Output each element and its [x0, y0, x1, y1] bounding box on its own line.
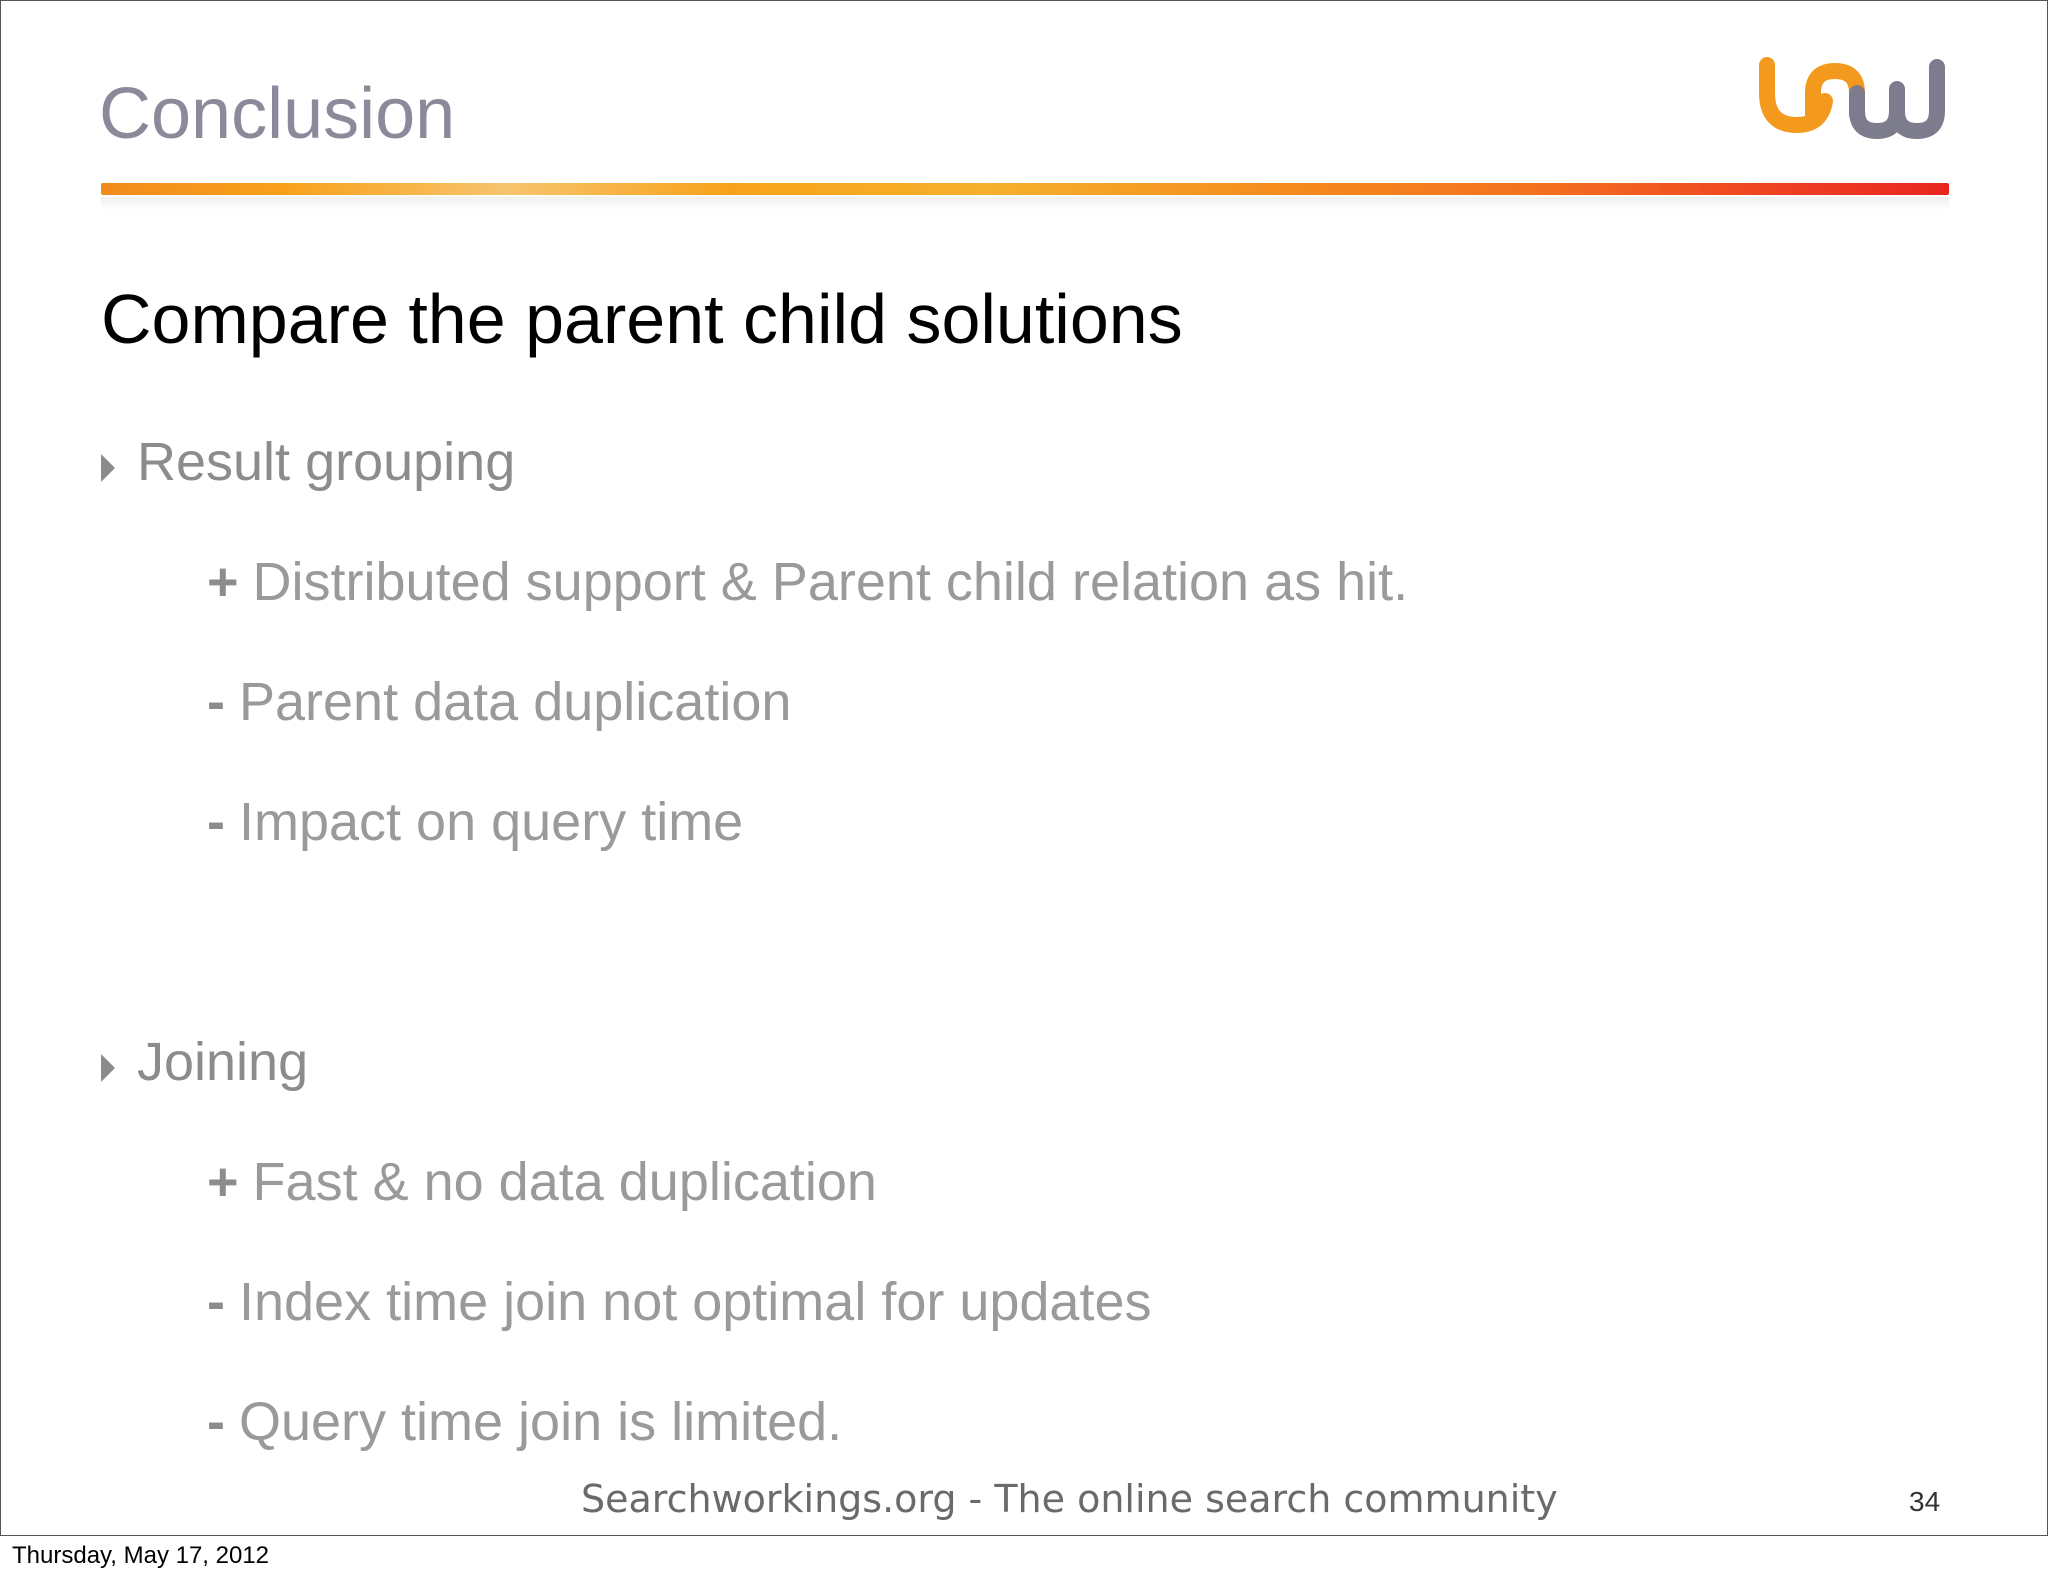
title-rule [101, 183, 1949, 195]
sub-point [207, 1267, 1152, 1337]
bullet-heading: Result grouping [137, 432, 516, 492]
minus-mark: - [207, 1272, 225, 1332]
triangle-bullet-icon [101, 1054, 115, 1082]
sub-point [207, 787, 743, 857]
slide-subtitle: Compare the parent child solutions [101, 280, 1183, 358]
sub-point [207, 547, 1408, 617]
sub-point-text: Query time join is limited. [238, 1392, 843, 1452]
page-number: 34 [1909, 1486, 1941, 1517]
bullet-joining [101, 1027, 308, 1097]
bullet-result-grouping [101, 427, 515, 497]
bullet-heading: Joining [137, 1032, 309, 1092]
sub-point-text: Impact on query time [238, 792, 744, 852]
triangle-bullet-icon [101, 454, 115, 482]
slide-title: Conclusion [99, 74, 456, 154]
date-caption: Thursday, May 17, 2012 [12, 1542, 270, 1569]
sub-point [207, 667, 791, 737]
minus-mark: - [207, 672, 225, 732]
title-rule-shadow [101, 197, 1949, 211]
sub-point [207, 1147, 877, 1217]
plus-mark: + [207, 552, 239, 612]
minus-mark: - [207, 1392, 225, 1452]
slide-footer: Searchworkings.org - The online search community [581, 1477, 1558, 1521]
sub-point-text: Parent data duplication [238, 672, 792, 732]
sub-point-text: Distributed support & Parent child relation as hit. [252, 552, 1409, 612]
minus-mark: - [207, 792, 225, 852]
sub-point-text: Index time join not optimal for updates [238, 1272, 1152, 1332]
sub-point-text: Fast & no data duplication [252, 1152, 877, 1212]
sub-point [207, 1387, 842, 1457]
searchworkings-logo-icon [1753, 49, 1953, 149]
plus-mark: + [207, 1152, 239, 1212]
